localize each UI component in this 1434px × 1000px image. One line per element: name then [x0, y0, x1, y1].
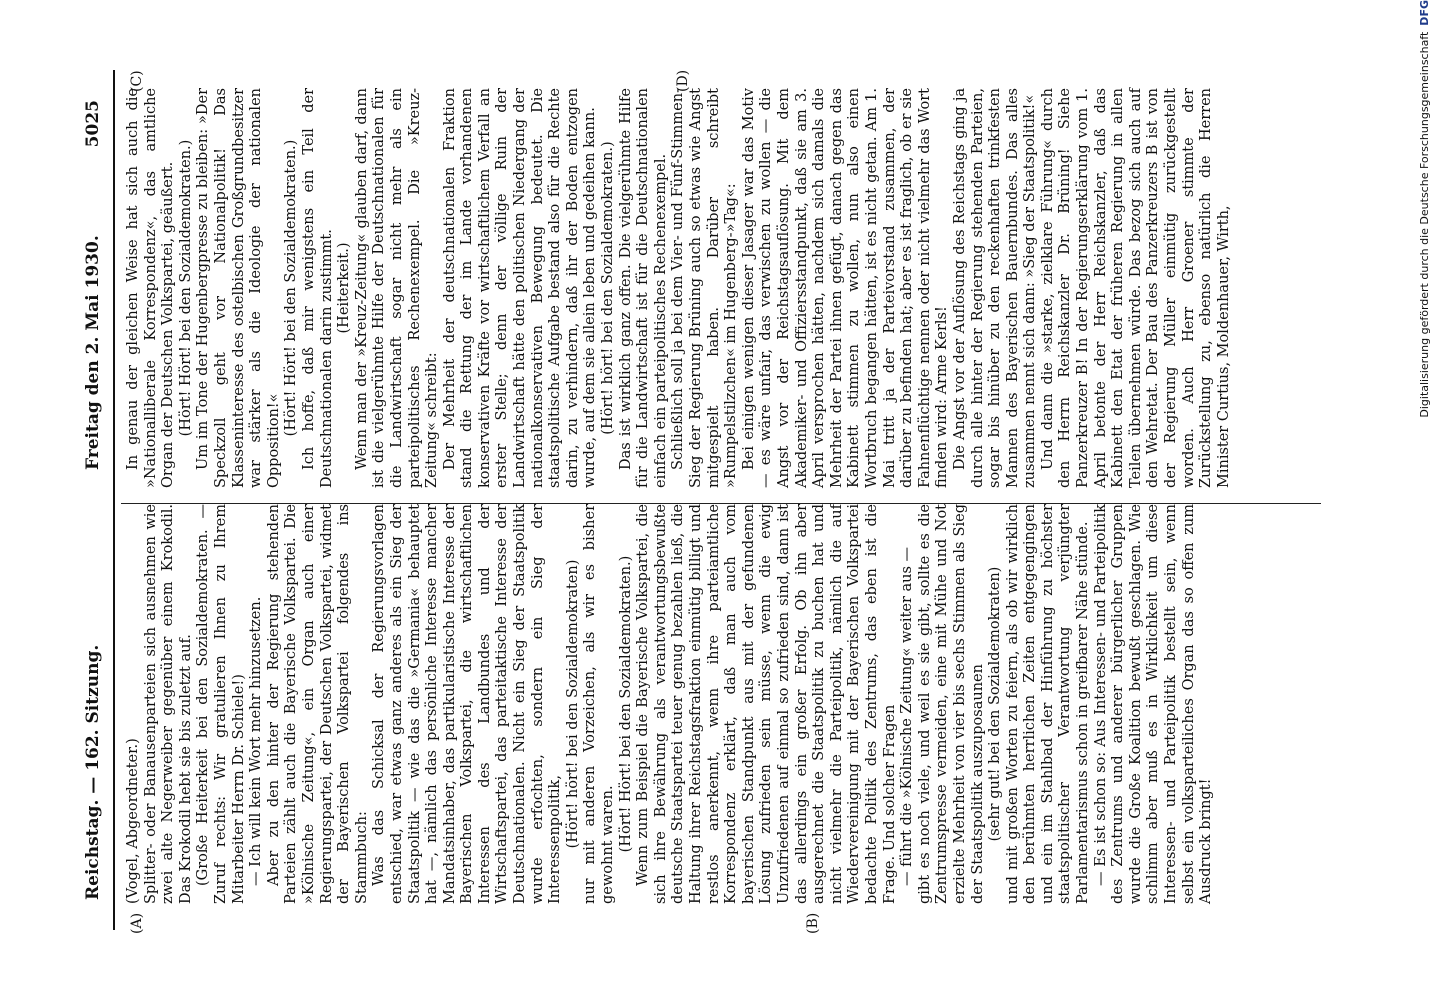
digitization-credit — [1415, 0, 1434, 1000]
digitization-credit-text — [1418, 0, 1434, 1000]
margin-letter-d: (D) — [675, 69, 691, 92]
interjection: (Hört! Hört! bei den Sozialdemokraten.) — [177, 139, 194, 437]
speaker-tag: (Vogel, Abgeordneter.) — [125, 738, 141, 904]
page-header — [83, 60, 113, 940]
dfg-logo: DFG — [1418, 0, 1431, 26]
right-column — [125, 88, 1233, 488]
paragraph: Aber zu den hinter der Regierung stehenden Parteien zählt auch die Bayerische Volkspartei. Die »Kölnische Zeitung«, ein Organ auch einer Regierungspartei, der Deutschen Volkspartei, widmet der Bayerischen Volkspartei folgendes ins Stammbuch: — [265, 504, 370, 904]
paragraph: — führt die »Kölnische Zeitung« weiter aus — — [899, 546, 916, 886]
page-number: 5025 — [83, 100, 103, 148]
paragraph: — Ich will kein Wort mehr hinzusetzen. — [248, 596, 265, 886]
interjection: (Große Heiterkeit bei den Sozialdemokraten. — Zuruf rechts: Wir gratulieren Ihnen zu Ihrem Mitarbeiter Herrn Dr. Schiele!) — [195, 504, 247, 904]
paragraph: Splitter- oder Banausenparteien sich ausnehmen wie zwei alte Negerweiber gegenüber einem Krokodil. Das Krokodil hebt sie bis zuletzt auf. — [142, 504, 194, 904]
quotation: nur mit anderen Vorzeichen, als wir es bisher gewohnt waren. — [582, 504, 617, 904]
interjection: (Hört! Hört! bei den Sozialdemokraten.) — [617, 555, 634, 853]
interjection: (sehr gut! bei den Sozialdemokraten) — [987, 566, 1004, 842]
interjection: (Hört! Hört! bei den Sozialdemokraten.) — [283, 139, 300, 437]
interjection: (Hört! hört! bei den Sozialdemokraten) — [564, 559, 581, 849]
paragraph: Und dann die »starke, zielklare Führung« durch den Herrn Reichskanzler Dr. Brüning! Siehe Panzerkreuzer B! In der Regierungserklärung vom 1. April betonte der Herr Reichskanzler, daß das Kabinett den Etat der früheren Regierung in allen Teilen übernehmen würde. Das bezog sich auch auf den Wehretat. Der Bau des Panzerkreuzers B ist von der Regierung Müller einmütig zurückgestellt worden. Auch Herr Groener stimmte der Zurückstellung zu, ebenso natürlich die Herren Minister Curtius, Moldenhauer, Wirth, — [1039, 88, 1232, 488]
quotation: Wenn zum Beispiel die Bayerische Volkspartei, die sich ihre Bewährung als verantwortungsbewußte deutsche Staatspartei teuer genug bezahlen ließ, die Haltung ihrer Reichstagsfraktion einmütig billigt und restlos anerkennt, wenn ihre parteiamtliche Korrespondenz erklärt, daß man auch vom bayerischen Standpunkt aus mit der gefundenen Lösung zufrieden sein müsse, wenn die ewig Unzufriedenen auf einmal so zufrieden sind, dann ist das allerdings ein großer Erfolg. Ob ihn aber ausgerechnet die Staatspolitik zu buchen hat und nicht vielmehr die Parteipolitik, nämlich die auf Wiedervereinigung mit der Bayerischen Volkspartei bedachte Politik des Zentrums, das eben ist die Frage. Und solcher Fragen — [635, 504, 898, 904]
paragraph: In genau der gleichen Weise hat sich auch die »Nationalliberale Korrespondenz«, das amtliche Organ der Deutschen Volkspartei, geäußert. — [125, 88, 177, 488]
paragraph: Um im Tone der Hugenbergpresse zu bleiben: »Der Speckzoll geht vor Nationalpolitik! Das Klasseninteresse des ostelbischen Großgrundbesitzer war stärker als die Ideologie der nationalen Opposition!« — [195, 88, 282, 488]
paragraph: Schließlich soll ja bei dem Vier- und Fünf-Stimmen-Sieg der Regierung Brüning auch so etwas wie Angst mitgespielt haben. Darüber schreibt »Rumpelstilzchen« im Hugenberg-»Tag«: — [670, 88, 740, 488]
paragraph: Das ist wirklich ganz offen. Die vielgerühmte Hilfe für die Landwirtschaft ist für die Deutschnationalen einfach ein parteipolitisches Rechenexempel. — [617, 88, 669, 488]
paragraph: Die Angst vor der Auflösung des Reichstags ging ja durch alle hinter der Regierung stehenden Parteien, sogar bis hinüber zu den reckenhaften trinkfesten Mannen des Bayerischen Bauernbundes. Das alles zusammen nennt sich dann: »Sieg der Staatspolitik!« — [951, 88, 1039, 488]
paragraph: — Es ist schon so: Aus Interessen- und Parteipolitik des Zentrums und anderer bürgerlicher Gruppen wurde die Große Koalition bewußt geschlagen. Wie schlimm aber muß es in Wirklichkeit um diese Interessen- und Parteipolitik bestellt sein, wenn selbst ein volksparteiliches Organ das so offen zum Ausdruck bringt! — [1092, 504, 1215, 904]
paragraph: Wenn man der »Kreuz-Zeitung« glauben darf, dann ist die vielgerühmte Hilfe der Deutschnationalen für die Landwirtschaft sogar nicht mehr als ein parteipolitisches Rechenexempel. Die »Kreuz-Zeitung« schreibt: — [353, 88, 441, 488]
paragraph: Ich hoffe, daß mir wenigstens ein Teil der Deutschnationalen darin zustimmt. — [300, 88, 335, 488]
quotation: Der Mehrheit der deutschnationalen Fraktion stand die Rettung der im Lande vorhandenen konservativen Kräfte vor wirtschaftlichem Verfall an erster Stelle; denn der völlige Ruin der Landwirtschaft hätte den politischen Niedergang der nationalkonservativen Bewegung bedeutet. Die staatspolitische Aufgabe bestand also für die Rechte darin, zu verhindern, daß ihr der Boden entzogen wurde, auf dem sie allein leben und gedeihen kann. — [441, 88, 599, 488]
quotation: und mit großen Worten zu feiern, als ob wir wirklich den berühmten herrlichen Zeiten entgegengingen und ein im Stahlbad der Hinführung zu höchster staatspolitischer Verantwortung verjüngter Parlamentarismus schon in greifbarer Nähe stünde. — [1004, 504, 1092, 904]
interjection: (Hört! hört! bei den Sozialdemokraten.) — [600, 141, 617, 435]
margin-letter-c: (C) — [129, 70, 145, 92]
header-rule — [113, 70, 115, 930]
interjection: (Heiterkeit.) — [336, 242, 353, 334]
rotated-document-page — [77, 60, 1357, 940]
quotation: Bei einigen wenigen dieser Jasager war das Motiv — es wäre unfair, das verwischen zu wollen — die Angst vor der Reichstagsauflösung. Mit dem Akademiker- und Offiziersstandpunkt, daß sie am 3. April versprochen hätten, nachdem sich damals die Mehrheit der Partei ihnen gefügt, danach gegen das Kabinett stimmen zu wollen, nun also einen Wortbruch begangen hätten, ist es nicht getan. Am 1. Mai tritt ja der Parteivorstand zusammen, der darüber zu befinden hat; aber es ist fraglich, ob er sie Fahnenflüchtige nennen oder nicht vielmehr das Wort finden wird: Arme Kerls! — [740, 88, 951, 488]
margin-letter-b: (B) — [805, 912, 821, 934]
header-session: Reichstag. — 162. Sitzung. — [83, 644, 103, 900]
header-date: Freitag den 2. Mai 1930. — [83, 235, 103, 470]
quotation: Was das Schicksal der Regierungsvorlagen entschied, war etwas ganz anderes als ein Sieg der Staatspolitik — wie das die »Germania« behauptet hat —, nämlich das persönliche Interesse mancher Mandatsinhaber, das partikularistische Interesse der Bayerischen Volkspartei, die wirtschaftlichen Interessen des Landbundes und der Wirtschaftspartei, das parteitaktische Interesse der Deutschnationalen. Nicht ein Sieg der Staatspolitik wurde erfochten, sondern ein Sieg der Interessenpolitik, — [371, 504, 564, 904]
quotation: gibt es noch viele, und weil es sie gibt, sollte es die Zentrumspresse vermeiden, eine mit Mühe und Not erzielte Mehrheit von vier bis sechs Stimmen als Sieg der Staatspolitik auszuposaunen — [916, 504, 986, 904]
left-column — [125, 504, 1216, 904]
digitization-note: Digitalisierung gefördert durch die Deutsche Forschungsgemeinschaft — [1418, 31, 1431, 418]
margin-letter-a: (A) — [129, 912, 145, 934]
